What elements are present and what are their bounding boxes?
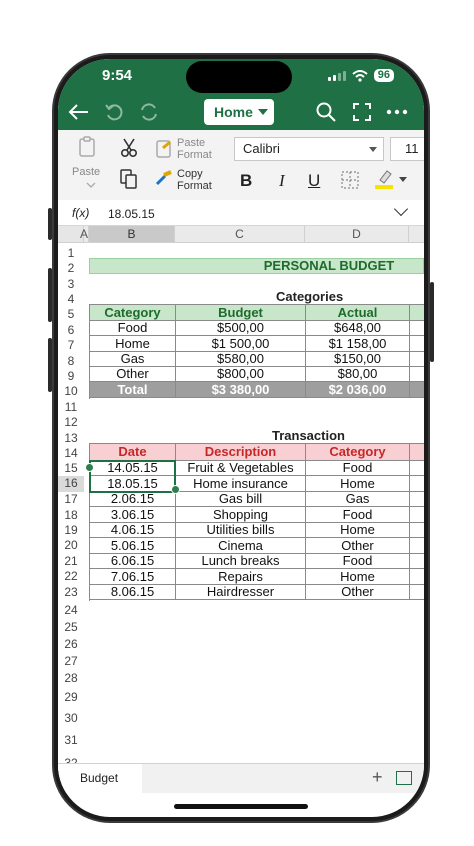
paste-format-icon[interactable] xyxy=(155,138,173,158)
table-header-cell[interactable]: Category xyxy=(90,305,176,321)
undo-icon[interactable] xyxy=(104,102,124,122)
table-cell[interactable]: Other xyxy=(90,367,176,382)
home-tab-dropdown[interactable] xyxy=(204,99,274,125)
row-header[interactable]: 22 xyxy=(64,569,78,583)
add-sheet-icon[interactable]: + xyxy=(372,767,383,787)
row-header[interactable]: 17 xyxy=(64,492,78,506)
volume-up-button xyxy=(48,268,52,322)
home-tab-label: Home xyxy=(214,104,253,120)
table-header-cell[interactable]: Date xyxy=(90,444,176,461)
table-cell[interactable]: $1 500,00 xyxy=(176,336,306,352)
home-indicator xyxy=(174,804,308,809)
row-header[interactable]: 10 xyxy=(64,384,78,398)
table-cell[interactable]: Hairdresser xyxy=(176,585,306,600)
row-header[interactable]: 27 xyxy=(64,654,78,668)
table-header-cell[interactable]: Budget xyxy=(176,305,306,321)
table-cell[interactable]: Other xyxy=(306,585,410,600)
table-cell-selected[interactable]: 18.05.15 xyxy=(90,476,176,492)
back-arrow-icon[interactable] xyxy=(68,103,90,121)
table-cell[interactable]: Lunch breaks xyxy=(176,554,306,569)
table-cell[interactable]: $800,00 xyxy=(176,367,306,382)
table-cell[interactable]: $580,00 xyxy=(176,352,306,367)
row-header[interactable]: 23 xyxy=(64,585,78,599)
wifi-icon xyxy=(352,70,368,82)
row-header[interactable]: 18 xyxy=(64,508,78,522)
row-header[interactable]: 7 xyxy=(67,338,75,352)
row-header[interactable]: 19 xyxy=(64,523,78,537)
column-header-b[interactable]: B xyxy=(89,226,175,243)
volume-down-button xyxy=(48,338,52,392)
column-header-a-label: A xyxy=(79,227,88,241)
table-cell[interactable]: Food xyxy=(306,507,410,523)
borders-icon[interactable] xyxy=(341,171,359,189)
table-cell[interactable] xyxy=(410,352,424,367)
table-header-cell[interactable]: Description xyxy=(176,444,306,461)
row-header[interactable]: 28 xyxy=(64,671,78,685)
table-cell[interactable] xyxy=(410,461,424,476)
sheet-tab-budget[interactable]: Budget xyxy=(58,764,142,793)
redo-icon[interactable] xyxy=(138,102,160,122)
row-header[interactable]: 21 xyxy=(64,554,78,568)
table-cell[interactable]: Home xyxy=(306,476,410,492)
table-cell[interactable]: $1 158,00 xyxy=(306,336,410,352)
table-cell[interactable]: 5.06.15 xyxy=(90,538,176,554)
selection-handle-start[interactable] xyxy=(85,463,94,472)
table-cell[interactable]: Shopping xyxy=(176,507,306,523)
mute-switch xyxy=(48,208,52,240)
table-cell[interactable]: Utilities bills xyxy=(176,523,306,538)
table-header-cell-empty[interactable] xyxy=(410,305,424,321)
row-header[interactable]: 15 xyxy=(64,461,78,475)
copy-format-label-line1[interactable]: Copy xyxy=(177,168,203,180)
chevron-down-icon xyxy=(258,109,268,115)
signal-icon xyxy=(328,71,346,81)
app-toolbar xyxy=(58,97,424,127)
table-cell[interactable]: 14.05.15 xyxy=(90,461,176,476)
table-header-cell[interactable]: Category xyxy=(306,444,410,461)
row-header[interactable]: 6 xyxy=(67,323,75,337)
categories-table xyxy=(89,304,424,399)
italic-button[interactable]: I xyxy=(279,171,285,190)
table-cell[interactable]: Home xyxy=(90,336,176,352)
table-cell[interactable]: Repairs xyxy=(176,569,306,585)
power-button xyxy=(430,282,434,362)
status-icons xyxy=(328,69,394,82)
table-cell[interactable] xyxy=(410,321,424,336)
row-header[interactable]: 13 xyxy=(64,431,78,445)
column-header-e[interactable] xyxy=(409,226,424,243)
table-cell[interactable]: Food xyxy=(306,554,410,569)
chevron-down-icon xyxy=(369,147,377,152)
table-cell[interactable]: Home xyxy=(306,523,410,538)
sheet-tab-bar xyxy=(58,763,424,793)
row-header[interactable]: 29 xyxy=(64,690,78,704)
row-header[interactable]: 12 xyxy=(64,415,78,429)
transactions-section-title[interactable]: Transaction xyxy=(272,428,345,443)
row-header[interactable]: 14 xyxy=(64,446,78,460)
table-cell[interactable] xyxy=(410,569,424,585)
fill-chevron-icon[interactable] xyxy=(399,177,407,183)
table-cell[interactable]: Other xyxy=(306,538,410,554)
table-cell[interactable]: Food xyxy=(90,321,176,336)
fx-label: f(x) xyxy=(72,206,90,220)
formula-input[interactable]: 18.05.15 xyxy=(108,207,155,221)
table-cell[interactable]: Gas xyxy=(306,492,410,507)
row-header[interactable]: 31 xyxy=(64,733,78,747)
table-cell[interactable]: Gas xyxy=(90,352,176,367)
row-header[interactable]: 5 xyxy=(67,307,75,321)
table-cell[interactable]: $648,00 xyxy=(306,321,410,336)
table-cell[interactable]: Gas bill xyxy=(176,492,306,507)
row-header[interactable]: 11 xyxy=(64,400,78,414)
row-header[interactable]: 25 xyxy=(64,620,78,634)
highlight-fill-icon[interactable] xyxy=(374,168,394,190)
font-name-value: Calibri xyxy=(243,141,280,156)
table-cell[interactable] xyxy=(410,585,424,600)
table-header-cell[interactable]: Actual xyxy=(306,305,410,321)
paste-format-label-line1[interactable]: Paste xyxy=(177,137,206,149)
table-cell[interactable]: 3.06.15 xyxy=(90,507,176,523)
underline-button[interactable]: U xyxy=(308,171,321,190)
table-cell[interactable] xyxy=(410,554,424,569)
table-cell[interactable]: $80,00 xyxy=(306,367,410,382)
table-cell[interactable]: 4.06.15 xyxy=(90,523,176,538)
row-header[interactable]: 4 xyxy=(67,292,75,306)
battery-indicator: 96 xyxy=(374,69,394,82)
row-header[interactable]: 8 xyxy=(67,354,75,368)
table-cell[interactable]: 6.06.15 xyxy=(90,554,176,569)
column-header-c[interactable]: C xyxy=(175,226,305,243)
total-cell[interactable]: $2 036,00 xyxy=(306,382,410,398)
paste-clipboard-icon[interactable] xyxy=(78,136,96,158)
row-header[interactable]: 24 xyxy=(64,603,78,617)
sheet-grid-view-icon[interactable] xyxy=(396,771,412,785)
table-cell[interactable] xyxy=(410,492,424,507)
row-header[interactable]: 30 xyxy=(64,711,78,725)
search-icon[interactable] xyxy=(316,102,336,122)
table-cell[interactable] xyxy=(410,538,424,554)
total-cell[interactable]: $3 380,00 xyxy=(176,382,306,398)
table-cell[interactable]: 7.06.15 xyxy=(90,569,176,585)
font-size-value: 11 xyxy=(405,141,419,156)
table-cell[interactable]: Home insurance xyxy=(176,476,306,492)
fullscreen-icon[interactable] xyxy=(352,102,372,122)
cell-selection-outline[interactable] xyxy=(89,460,176,493)
row-header[interactable]: 3 xyxy=(67,277,75,291)
table-cell[interactable]: $150,00 xyxy=(306,352,410,367)
table-cell[interactable] xyxy=(410,507,424,523)
table-cell[interactable]: 8.06.15 xyxy=(90,585,176,600)
copy-icon[interactable] xyxy=(120,169,138,189)
total-cell[interactable]: Total xyxy=(90,382,176,398)
table-cell[interactable] xyxy=(410,476,424,492)
total-cell[interactable] xyxy=(410,382,424,398)
scissors-icon[interactable] xyxy=(120,138,138,158)
row-header[interactable]: 20 xyxy=(64,538,78,552)
table-cell[interactable]: $500,00 xyxy=(176,321,306,336)
expand-formula-chevron-icon[interactable] xyxy=(394,202,408,216)
table-cell[interactable]: 2.06.15 xyxy=(90,492,176,507)
status-time: 9:54 xyxy=(102,67,133,84)
bold-button[interactable]: B xyxy=(240,171,253,190)
selection-handle-end[interactable] xyxy=(171,485,180,494)
copy-format-label-line2[interactable]: Format xyxy=(177,180,212,192)
format-painter-icon[interactable] xyxy=(155,170,175,188)
paste-format-label-line2[interactable]: Format xyxy=(177,149,212,161)
table-header-cell-empty[interactable] xyxy=(410,444,424,461)
row-header[interactable]: 26 xyxy=(64,637,78,651)
font-size-select[interactable] xyxy=(390,137,424,161)
ribbon xyxy=(58,130,424,200)
more-options-icon[interactable] xyxy=(386,109,408,115)
sheet-title[interactable]: PERSONAL BUDGET xyxy=(263,258,395,273)
table-cell[interactable] xyxy=(410,367,424,382)
table-cell[interactable]: Fruit & Vegetables xyxy=(176,461,306,476)
table-cell[interactable]: Food xyxy=(306,461,410,476)
phone-screen xyxy=(58,59,424,817)
table-cell[interactable] xyxy=(410,336,424,352)
table-cell[interactable]: Cinema xyxy=(176,538,306,554)
row-header[interactable]: 16 xyxy=(58,476,84,492)
table-cell[interactable] xyxy=(410,523,424,538)
row-header[interactable]: 2 xyxy=(67,261,75,275)
paste-chevron-icon xyxy=(86,182,96,188)
categories-section-title[interactable]: Categories xyxy=(276,289,344,304)
column-header-d[interactable]: D xyxy=(305,226,409,243)
font-name-select[interactable] xyxy=(234,137,384,161)
dynamic-island xyxy=(186,61,292,93)
formula-bar xyxy=(58,200,424,226)
row-header[interactable]: 1 xyxy=(67,246,75,260)
row-header[interactable]: 9 xyxy=(67,369,75,383)
paste-label[interactable]: Paste xyxy=(72,166,101,178)
table-cell[interactable]: Home xyxy=(306,569,410,585)
